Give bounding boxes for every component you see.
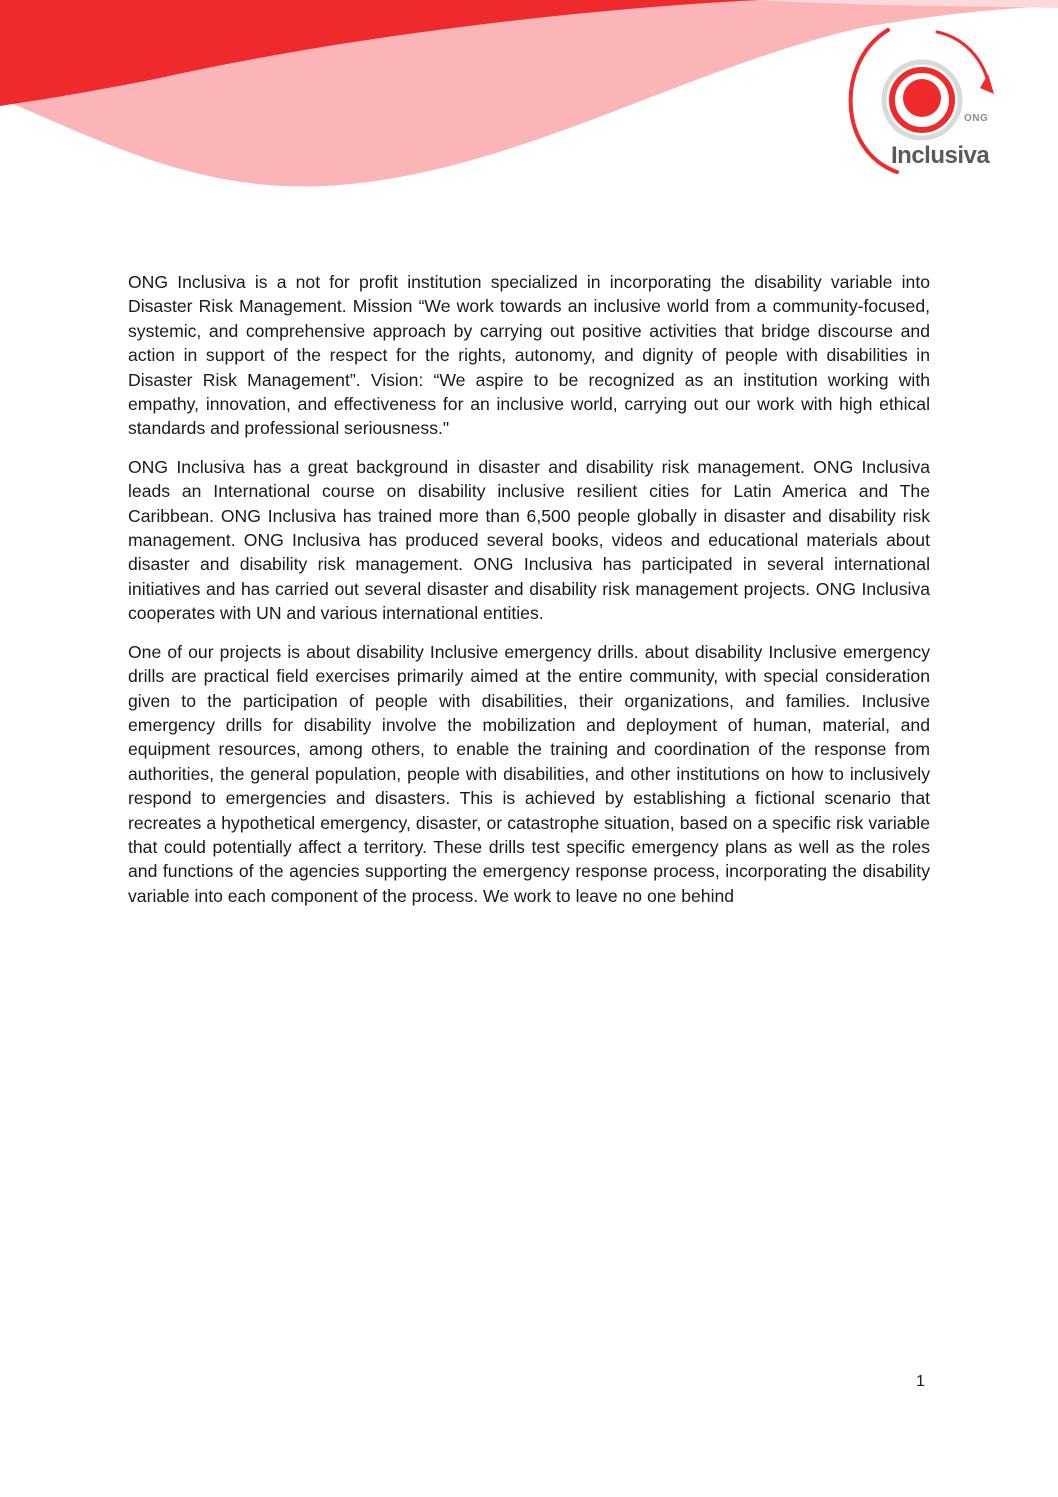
paragraph-about: ONG Inclusiva is a not for profit institution specialized in incorporating the disability variable into Disaster Risk Management. Mission “We work towards an inclusive world from a community-focused, systemic, and comprehensive approach by carrying out positive activities that bridge discourse and action in support of the respect for the rights, autonomy, and dignity of people with disabilities in Disaster Risk Management”. Vision: “We aspire to be recognized as an institution working with empathy, innovation, and effectiveness for an inclusive world, carrying out our work with high ethical standards and professional seriousness." [128, 272, 930, 439]
paragraph-background: ONG Inclusiva has a great background in disaster and disability risk management. ONG Inclusiva leads an International course on disability inclusive resilient cities for Latin America and The Caribbean. ONG Inclusiva has trained more than 6,500 people globally in disaster and disability risk management. ONG Inclusiva has produced several books, videos and educational materials about disaster and disability risk management. ONG Inclusiva has participated in several international initiatives and has carried out several disaster and disability risk management projects. ONG Inclusiva cooperates with UN and various international entities. [128, 456, 930, 624]
logo-ong-text: ONG [964, 113, 989, 124]
document-body [128, 270, 930, 922]
paragraph-projects: One of our projects is about disability Inclusive emergency drills. about disability Inclusive emergency drills are practical field exercises primarily aimed at the entire community, with special consideration given to the participation of people with disabilities, their organizations, and families. Inclusive emergency drills for disability involve the mobilization and deployment of human, material, and equipment resources, among others, to enable the training and coordination of the response from authorities, the general population, people with disabilities, and other institutions on how to inclusively respond to emergencies and disasters. This is achieved by establishing a fictional scenario that recreates a hypothetical emergency, disaster, or catastrophe situation, based on a specific risk variable that could potentially affect a territory. These drills test specific emergency plans as well as the roles and functions of the agencies supporting the emergency response process, incorporating the disability variable into each component of the process. We work to leave no one behind [128, 641, 930, 906]
page-number: 1 [916, 1373, 925, 1390]
logo-name-text: Inclusiva [891, 142, 990, 169]
